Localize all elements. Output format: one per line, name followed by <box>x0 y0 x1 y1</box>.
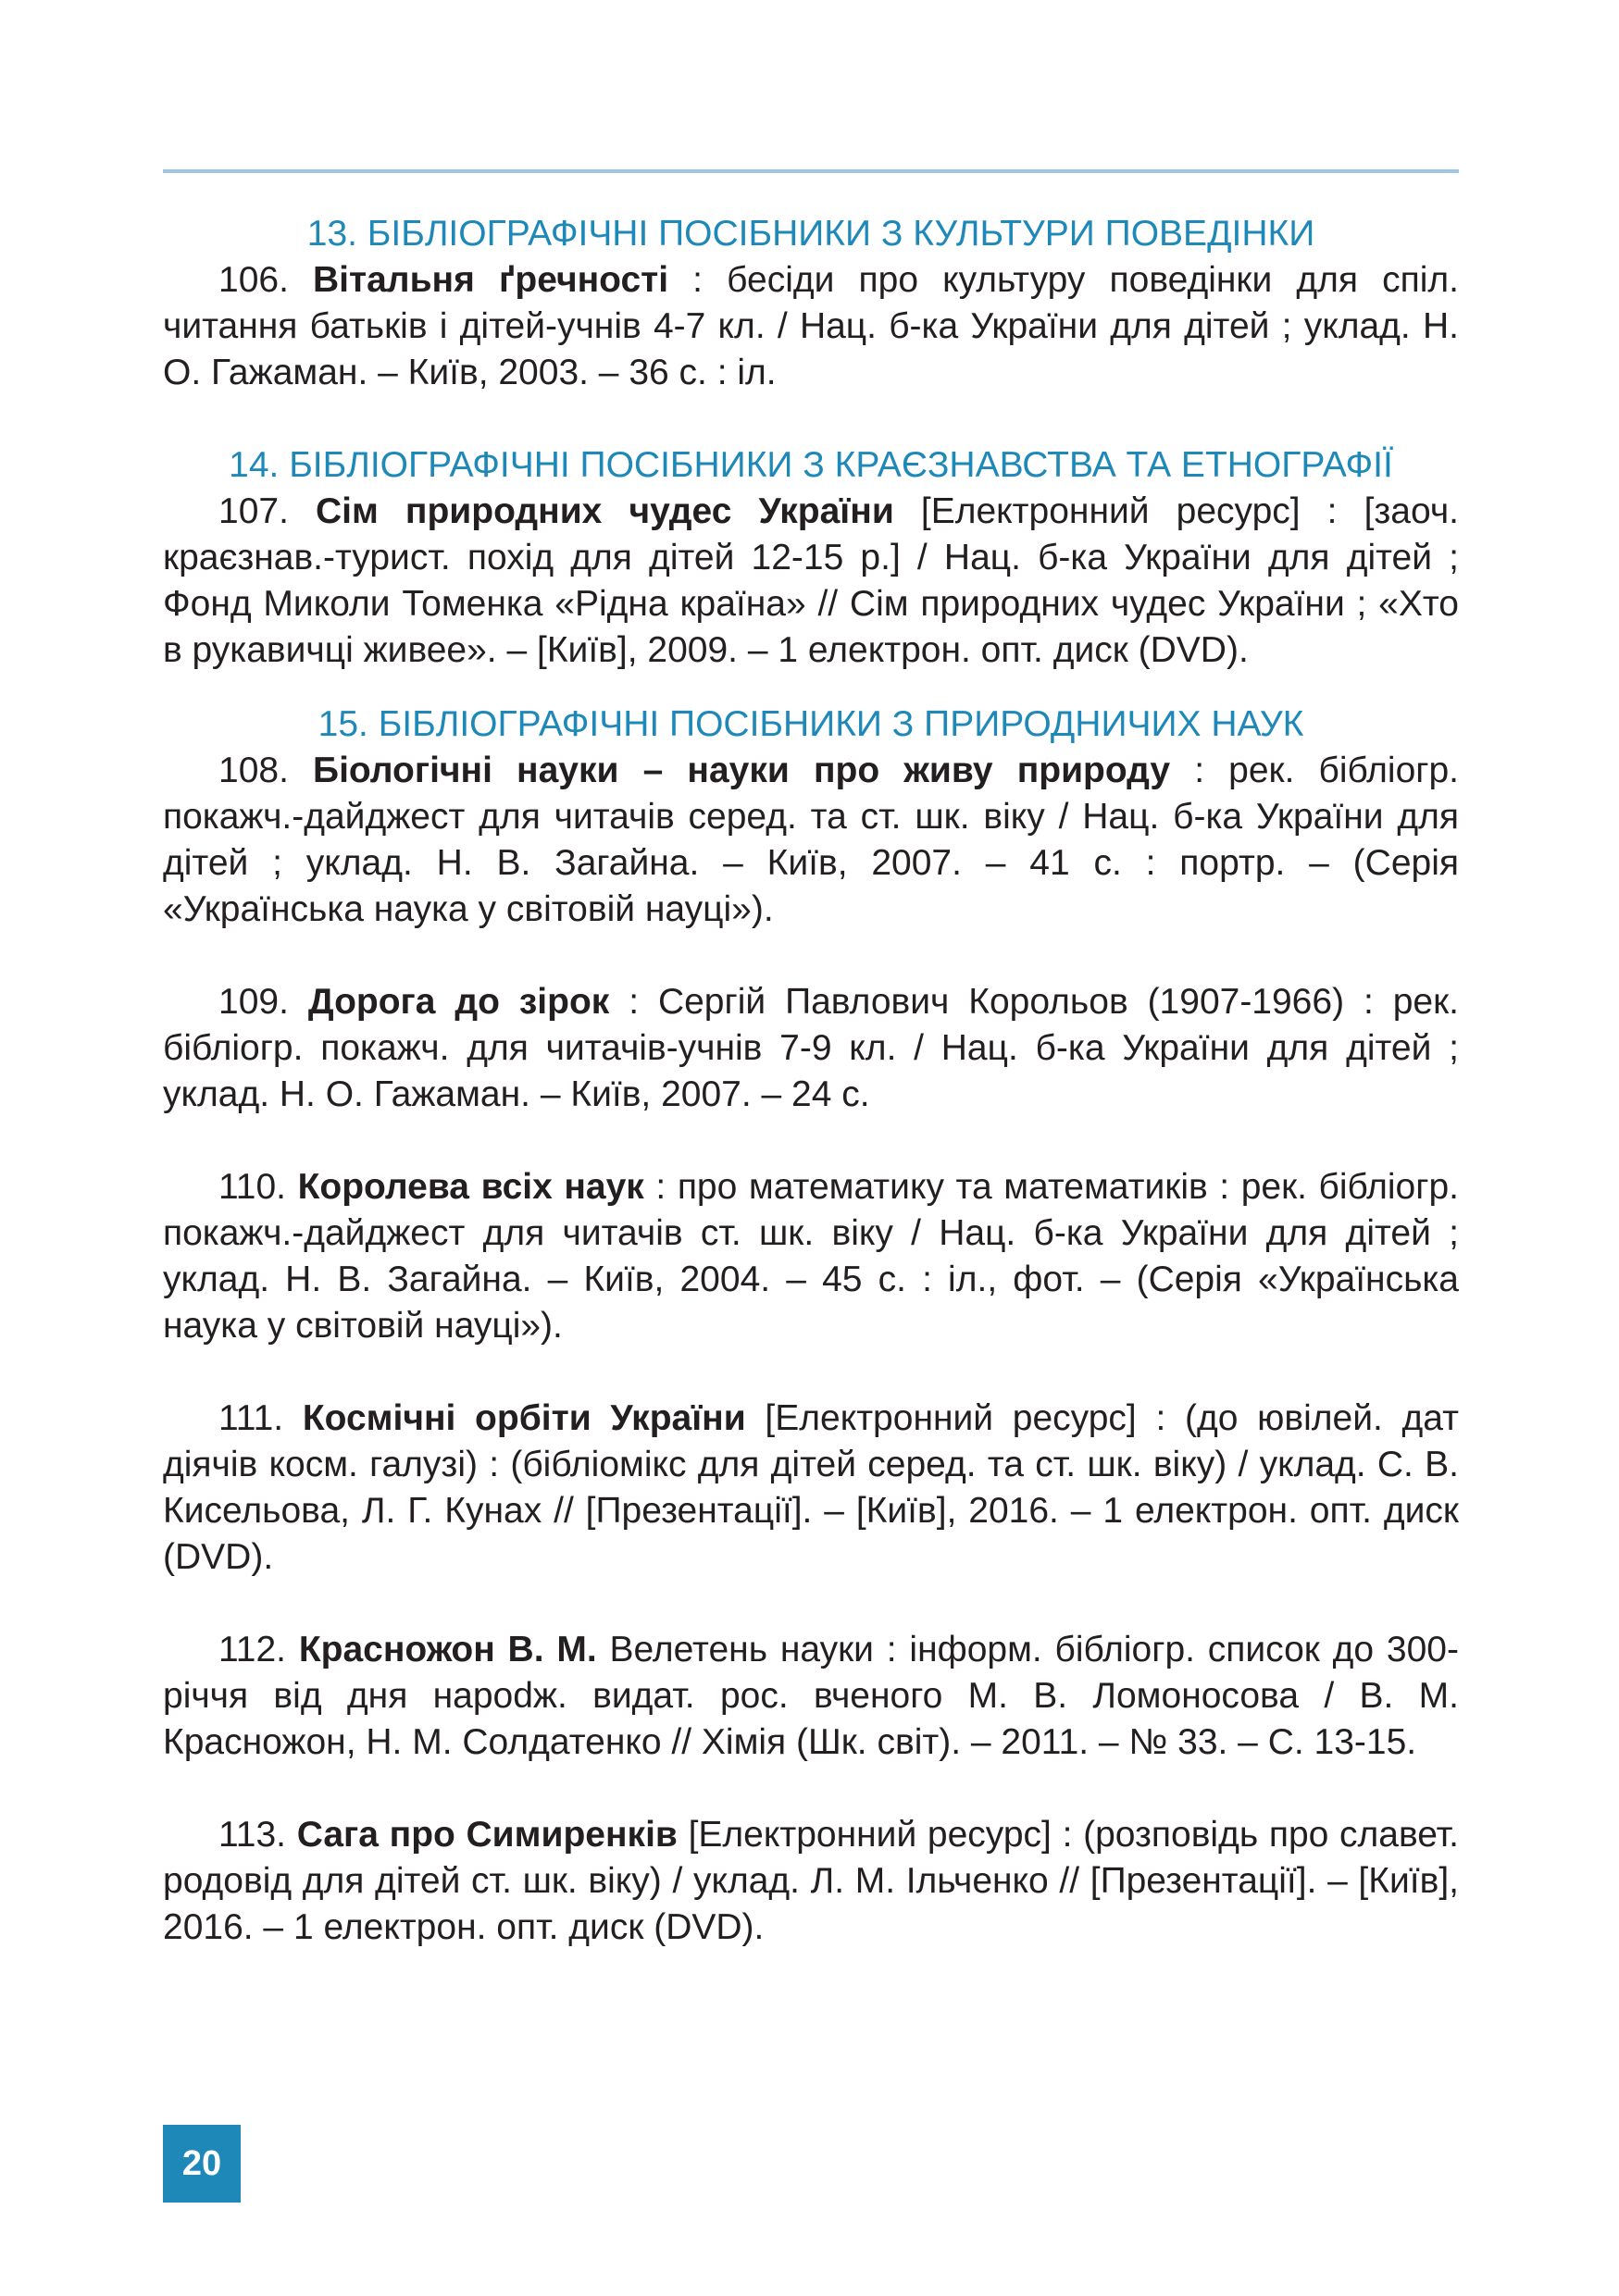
entry-number: 111. <box>218 1398 284 1438</box>
entry-description: : Сергій Павлович Корольов (1907-1966) : рек. бібліогр. покажч. для читачів-учнів 7-9 кл. / Нац. б-ка України для дітей ; уклад. Н. О. Гажаман. – Київ, 2007. – 24 с. <box>163 982 1459 1114</box>
spacer <box>163 396 1459 442</box>
spacer <box>163 933 1459 979</box>
entry-number: 112. <box>218 1630 287 1669</box>
spacer <box>163 674 1459 701</box>
entry-title: Сім природних чудес України <box>315 491 894 531</box>
entry-title: Королева всіх наук <box>297 1167 644 1207</box>
entry-description: [Електронний ресурс] : (до ювілей. дат діячів косм. галузі) : (бібліомікс для дітей серед. та ст. шк. віку) / уклад. С. В. Кисельова, Л. Г. Кунах // [Презентації]. – [Київ], 2016. – 1 електрон. опт. диск (DVD). <box>163 1398 1459 1577</box>
entry-description: : бесіди про культуру поведінки для спіл. читання батьків і дітей-учнів 4-7 кл. / Нац. б-ка України для дітей ; уклад. Н. О. Гажаман. – Київ, 2003. – 36 с. : іл. <box>163 260 1459 392</box>
entry-description: Велетень науки : інформ. бібліогр. список до 300-річчя від дня нарodж. видат. рос. вченого М. В. Ломоносова / В. М. Красножон, Н. М. Солдатенко // Хімія (Шк. світ). – 2011. – № 33. – С. 13-15. <box>163 1630 1459 1762</box>
entry-108 <box>163 748 1459 933</box>
entry-description: : про математику та математиків : рек. бібліогр. покажч.-дайджест для читачів ст. шк. віку / Нац. б-ка України для дітей ; уклад. Н. В. Загайна. – Київ, 2004. – 45 с. : іл., фот. – (Серія «Українська наука у світовій науці»). <box>163 1167 1459 1346</box>
top-rule <box>163 169 1459 173</box>
spacer <box>163 1766 1459 1812</box>
entry-number: 107. <box>218 491 289 531</box>
entry-106 <box>163 257 1459 396</box>
entry-number: 106. <box>218 260 289 300</box>
entry-number: 109. <box>218 982 289 1022</box>
entry-number: 108. <box>218 751 289 790</box>
entry-number: 113. <box>218 1815 287 1855</box>
entry-107 <box>163 489 1459 674</box>
section-heading-14: 14. БІБЛІОГРАФІЧНІ ПОСІБНИКИ З КРАЄЗНАВСТВА ТА ЕТНОГРАФІЇ <box>229 445 1393 485</box>
entry-110 <box>163 1164 1459 1349</box>
entry-title: Космічні орбіти України <box>302 1398 746 1438</box>
entry-title: Сага про Симиренків <box>296 1815 678 1855</box>
spacer <box>163 1118 1459 1164</box>
entry-title: Біологічні науки – науки про живу природу <box>313 751 1171 790</box>
entry-111 <box>163 1396 1459 1581</box>
spacer <box>163 1349 1459 1396</box>
entry-number: 110. <box>218 1167 287 1207</box>
section-heading-15: 15. БІБЛІОГРАФІЧНІ ПОСІБНИКИ З ПРИРОДНИЧИХ НАУК <box>318 704 1304 744</box>
entry-112 <box>163 1627 1459 1766</box>
page-number: 20 <box>163 2125 241 2203</box>
entry-description: [Електронний ресурс] : (розповідь про славет. родовід для дітей ст. шк. віку) / уклад. Л. М. Ільченко // [Презентації]. – [Київ], 2016. – 1 електрон. опт. диск (DVD). <box>163 1815 1460 1947</box>
entry-description: : рек. бібліогр. покажч.-дайджест для читачів серед. та ст. шк. віку / Нац. б-ка України для дітей ; уклад. Н. В. Загайна. – Київ, 2007. – 41 с. : портр. – (Серія «Українська наука у світовій науці»). <box>163 751 1460 929</box>
entry-title: Вітальня ґречності <box>313 260 669 300</box>
section-heading-13: 13. БІБЛІОГРАФІЧНІ ПОСІБНИКИ З КУЛЬТУРИ ПОВЕДІНКИ <box>306 214 1315 254</box>
spacer <box>163 1581 1459 1627</box>
entry-title: Красножон В. М. <box>298 1630 597 1669</box>
page-content <box>163 211 1459 1951</box>
entry-109 <box>163 979 1459 1118</box>
entry-title: Дорога до зірок <box>307 982 610 1022</box>
entry-description: [Електронний ресурс] : [заоч. краєзнав.-турист. похід для дітей 12-15 р.] / Нац. б-ка України для дітей ; Фонд Миколи Томенка «Рідна країна» // Сім природних чудес України ; «Хто в рукавичці живее». – [Київ], 2009. – 1 електрон. опт. диск (DVD). <box>163 491 1459 670</box>
entry-113 <box>163 1812 1459 1951</box>
